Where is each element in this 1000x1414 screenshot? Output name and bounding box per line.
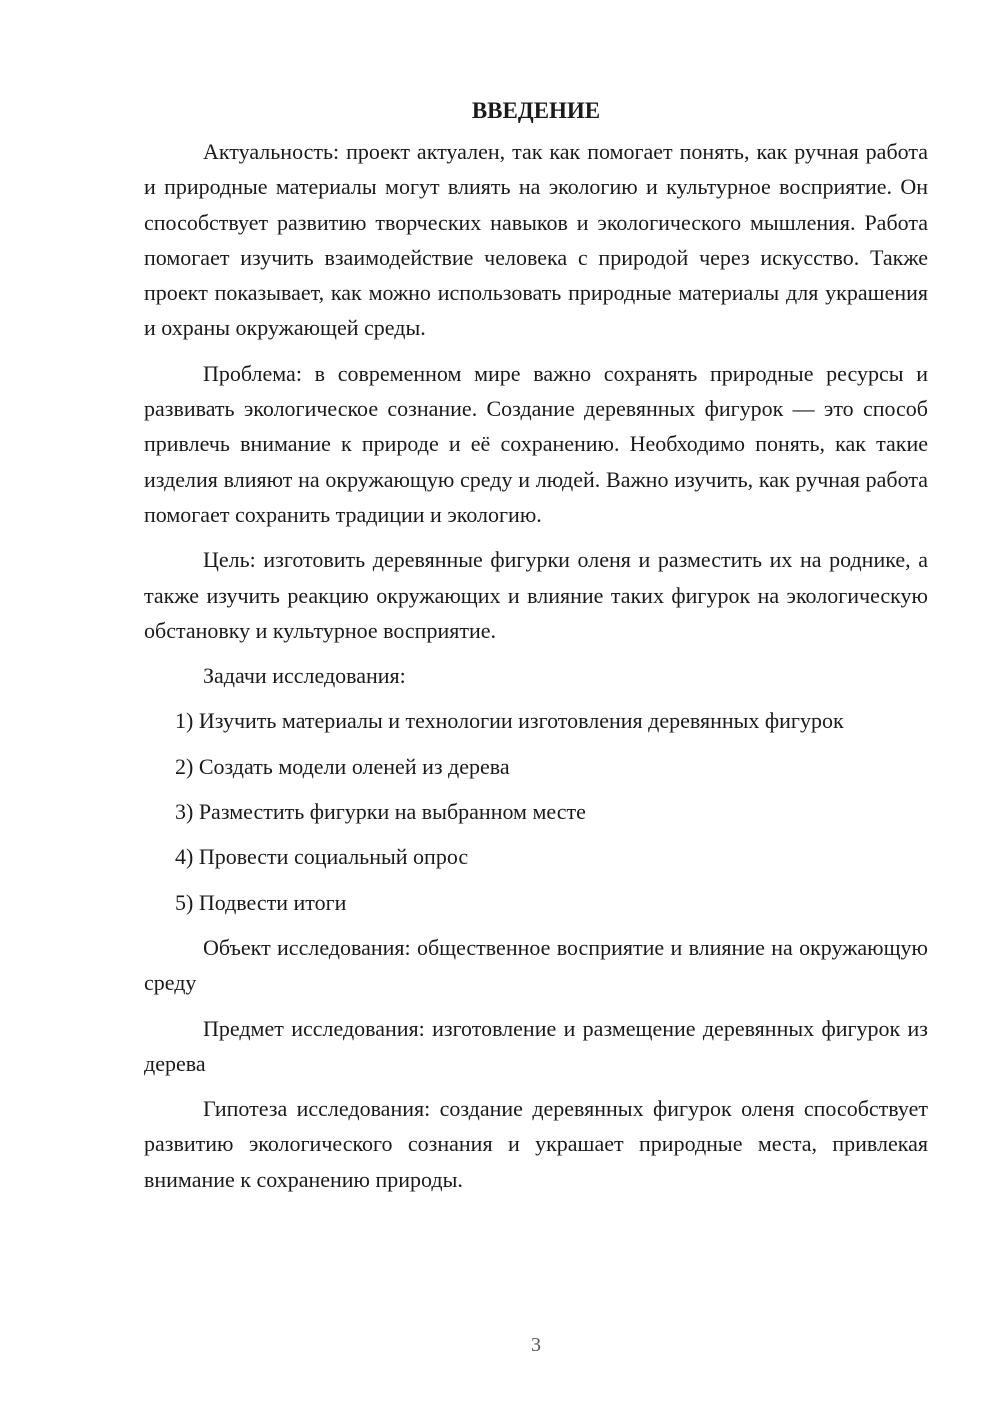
task-item-1: 1) Изучить материалы и технологии изготовления деревянных фигурок bbox=[175, 708, 844, 734]
page-content bbox=[144, 97, 928, 1207]
hypothesis-paragraph: Гипотеза исследования: создание деревянных фигурок оленя способствует развитию экологического сознания и украшает природные места, привлекая внимание к сохранению природы. bbox=[144, 1096, 928, 1192]
task-item-4: 4) Провести социальный опрос bbox=[175, 844, 469, 870]
section-heading: ВВЕДЕНИЕ bbox=[471, 98, 601, 123]
subject-paragraph: Предмет исследования: изготовление и размещение деревянных фигурок из дерева bbox=[144, 1015, 928, 1076]
tasks-label: Задачи исследования: bbox=[203, 663, 406, 689]
task-item-3: 3) Разместить фигурки на выбранном месте bbox=[175, 799, 586, 825]
task-item-2: 2) Создать модели оленей из дерева bbox=[175, 753, 510, 779]
goal-paragraph: Цель: изготовить деревянные фигурки оленя и разместить их на роднике, а также изучить реакцию окружающих и влияние таких фигурок на экологическую обстановку и культурное восприятие. bbox=[144, 547, 928, 643]
object-paragraph: Объект исследования: общественное восприятие и влияние на окружающую среду bbox=[144, 934, 928, 996]
relevance-paragraph: Актуальность: проект актуален, так как помогает понять, как ручная работа и природные материалы могут влиять на экологию и культурное восприятие. Он способствует развитию творческих навыков и экологического мышления. Работа помогает изучить взаимодействие человека с природой через искусство. Также проект показывает, как можно использовать природные материалы для украшения и охраны окружающей среды. bbox=[144, 139, 928, 341]
problem-paragraph: Проблема: в современном мире важно сохранять природные ресурсы и развивать экологическое сознание. Создание деревянных фигурок — это способ привлечь внимание к природе и её сохранению. Необходимо понять, как такие изделия влияют на окружающую среду и людей. Важно изучить, как ручная работа помогает сохранить традиции и экологию. bbox=[144, 360, 928, 527]
page-number: 3 bbox=[531, 1334, 541, 1356]
task-item-5: 5) Подвести итоги bbox=[175, 889, 347, 915]
